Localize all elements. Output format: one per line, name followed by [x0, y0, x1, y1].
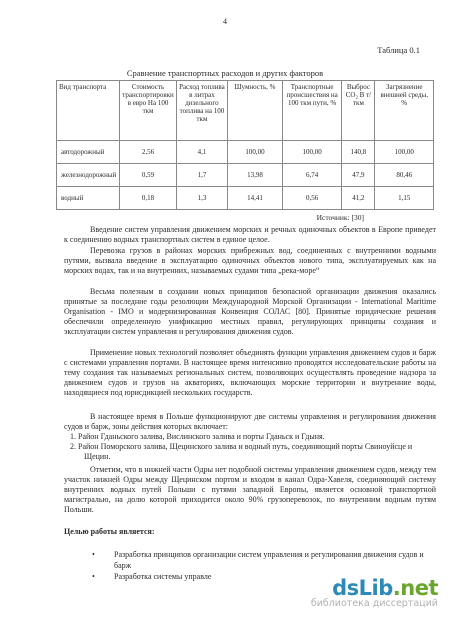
- table-cell: 100,00: [282, 141, 342, 164]
- table-cell: 2,56: [120, 141, 177, 164]
- table-cell: 4,1: [176, 141, 227, 164]
- table-header-cell: Стоимость транспортировки в евро На 100 ткм: [120, 81, 177, 141]
- table-row: [57, 141, 434, 164]
- table-label: Таблица 0.1: [377, 45, 420, 55]
- table-cell: 100,00: [375, 141, 434, 164]
- table-header-cell: Выброс CO₂ В т/ткм: [342, 81, 375, 141]
- table-cell: 0,56: [282, 187, 342, 210]
- section-title: Целью работы является:: [64, 527, 155, 536]
- table-header-cell: Расход топлива в литрах дизельного топлива на 100 ткм: [176, 81, 227, 141]
- numbered-list: [70, 432, 436, 462]
- table-header-cell: Загрязнение внешней среды, %: [375, 81, 434, 141]
- paragraph: Весьма полезным в создании новых принципов безопасной организации движения оказались принятые за последние годы резолюции Международной Морской Организации - International Maritime Organisation - IMO и модернизированная Конвенция СОЛАС [80]. Принятые юридические решения обеспечили определенную унификацию местных правил, регулирующих принципы создания и эксплуатации систем управления и регулирования движения судов.: [64, 287, 436, 336]
- table-cell: 1,3: [176, 187, 227, 210]
- table-row: [57, 187, 434, 210]
- table-cell: 140,8: [342, 141, 375, 164]
- watermark: [311, 576, 438, 609]
- table-source: Источник: [30]: [316, 213, 364, 222]
- table-cell: 100,00: [228, 141, 283, 164]
- list-item: 2. Район Поморского залива, Щецинского залива и водный путь, соединяющий порты Свиноуйсце и Щецин.: [70, 442, 413, 461]
- table-cell: 0,18: [120, 187, 177, 210]
- watermark-subtitle: библиотека диссертаций: [310, 598, 438, 609]
- list-item: 1. Район Гданьского залива, Вислинского залива и порты Гданьск и Гдыня.: [70, 432, 325, 441]
- bullet-item: • Разработка системы управле: [92, 571, 284, 582]
- table-cell: автодорожный: [57, 141, 120, 164]
- bullet-item: • Разработка принципов организации систем управления и регулирования движения судов и барж: [92, 549, 432, 571]
- table-header-cell: Шумность, %: [228, 81, 283, 141]
- table-header-cell: Вид транспорта: [57, 81, 120, 141]
- table-title: Сравнение транспортных расходов и других факторов: [126, 68, 324, 78]
- watermark-logo: dsLib.net: [332, 576, 438, 600]
- table-cell: 0,59: [120, 164, 177, 187]
- paragraph: Отметим, что в нижней части Одры нет подобной системы управления движением судов, между тем участок нижней Одры между Щецинском портом и входом в канал Одра-Хавеля, соединяющий систему внутренних водных путей Польши с путями западной Европы, является основной транспортной магистралью, на долю которой приходится около 90% грузоперевозок, по внутренним водным путям Польши.: [64, 465, 436, 514]
- paragraph: В настоящее время в Польше функционируют две системы управления и регулирования движения судов и барж, зоны действия которых включает:: [64, 412, 436, 431]
- table-cell: 1,7: [176, 164, 227, 187]
- table-cell: 1,15: [375, 187, 434, 210]
- page-number: 4: [223, 17, 227, 26]
- table-cell: 41,2: [342, 187, 375, 210]
- table-cell: 6,74: [282, 164, 342, 187]
- comparison-table: [56, 80, 434, 210]
- table-cell: 47,9: [342, 164, 375, 187]
- table-cell: железнодорожный: [57, 164, 120, 187]
- table-cell: 14,41: [228, 187, 283, 210]
- paragraph: Применение новых технологий позволяет объединять функции управления движением судов и барж с системами управления портами. В настоящее время интенсивно проводятся исследовательские работы на тему создания так называемых региональных систем, позволяющих осуществлять проведение надзора за движением судов и грузов на акваториях, включающих морские территории и внутренние воды, находящиеся под юрисдикцией нескольких государств.: [64, 348, 436, 397]
- table-cell: 13,98: [228, 164, 283, 187]
- table-row: [57, 164, 434, 187]
- table-header-cell: Транспортные происшествия на 100 ткм пути, %: [282, 81, 342, 141]
- table-header-row: [57, 81, 434, 141]
- table-cell: водный: [57, 187, 120, 210]
- table-cell: 80,46: [375, 164, 434, 187]
- paragraph: Введение систем управления движением морских и речных одиночных объектов в Европе приведет к соединению водных транспортных систем в единое целое.: [64, 225, 436, 244]
- paragraph: Перевозка грузов в районах морских прибрежных вод, соединенных с внутренними водными путями, вызвала введение в эксплуатацию одиночных объектов нового типа, эксплуатируемых как на морских водах, так и на внутренних, называемых судами типа „река-море“: [64, 246, 436, 275]
